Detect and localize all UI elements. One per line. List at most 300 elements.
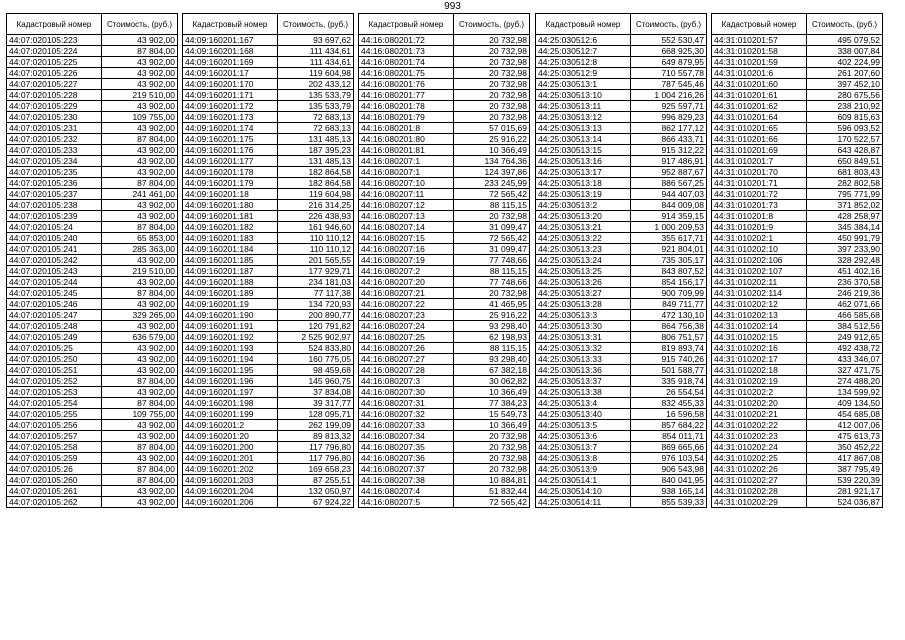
table-row xyxy=(536,398,707,409)
cadastral-number: 44:09:160201:178 xyxy=(183,167,278,178)
table-row xyxy=(7,464,178,475)
table-row xyxy=(183,277,354,288)
table-row xyxy=(536,57,707,68)
cost-value: 524 833,80 xyxy=(278,343,354,354)
cadastral-number: 44:31:010201:66 xyxy=(712,134,807,145)
cost-value: 274 488,20 xyxy=(807,376,883,387)
table-row xyxy=(536,167,707,178)
table-row xyxy=(183,189,354,200)
table-row xyxy=(7,222,178,233)
cadastral-number: 44:25:030513:20 xyxy=(536,211,631,222)
table-header-row xyxy=(183,14,354,35)
table-row xyxy=(712,299,883,310)
table-row xyxy=(712,376,883,387)
table-row xyxy=(359,123,530,134)
cadastral-number: 44:07:020105:242 xyxy=(7,255,102,266)
table-row xyxy=(183,233,354,244)
cadastral-number: 44:25:030513:22 xyxy=(536,233,631,244)
cost-value: 182 864,58 xyxy=(278,167,354,178)
cadastral-number: 44:25:030513:11 xyxy=(536,101,631,112)
cadastral-number: 44:09:160201:20 xyxy=(183,431,278,442)
table-row xyxy=(536,90,707,101)
cadastral-number: 44:07:020105:235 xyxy=(7,167,102,178)
table-row xyxy=(7,475,178,486)
cost-value: 216 314,25 xyxy=(278,200,354,211)
cost-value: 261 207,60 xyxy=(807,68,883,79)
table-row xyxy=(712,387,883,398)
cost-value: 87 255,51 xyxy=(278,475,354,486)
cadastral-number: 44:25:030513:21 xyxy=(536,222,631,233)
table-row xyxy=(183,332,354,343)
cost-value: 160 775,05 xyxy=(278,354,354,365)
cost-value: 72 565,42 xyxy=(454,189,530,200)
cadastral-number: 44:07:020105:250 xyxy=(7,354,102,365)
table-row xyxy=(359,288,530,299)
table-row xyxy=(712,420,883,431)
cadastral-number: 44:07:020105:252 xyxy=(7,376,102,387)
cost-value: 25 916,22 xyxy=(454,134,530,145)
table-row xyxy=(536,376,707,387)
cadastral-number: 44:16:080207:30 xyxy=(359,387,454,398)
table-row xyxy=(7,101,178,112)
table-row xyxy=(183,244,354,255)
cadastral-number: 44:16:080207:31 xyxy=(359,398,454,409)
cost-value: 350 452,22 xyxy=(807,442,883,453)
cost-value: 43 902,00 xyxy=(102,354,178,365)
cost-value: 338 007,84 xyxy=(807,46,883,57)
cost-value: 20 732,98 xyxy=(454,442,530,453)
cost-value: 43 902,00 xyxy=(102,365,178,376)
table-row xyxy=(712,255,883,266)
cadastral-number: 44:25:030512:8 xyxy=(536,57,631,68)
cost-value: 16 596,58 xyxy=(631,409,707,420)
cadastral-number: 44:25:030514:1 xyxy=(536,475,631,486)
cost-value: 397 452,10 xyxy=(807,79,883,90)
cost-value: 72 683,13 xyxy=(278,123,354,134)
cost-value: 450 991,79 xyxy=(807,233,883,244)
cadastral-number: 44:25:030513:28 xyxy=(536,299,631,310)
cadastral-number: 44:16:080201:73 xyxy=(359,46,454,57)
cost-value: 20 732,98 xyxy=(454,101,530,112)
cadastral-number: 44:31:010202:19 xyxy=(712,376,807,387)
table-row xyxy=(7,398,178,409)
table-row xyxy=(7,387,178,398)
cost-value: 43 902,00 xyxy=(102,57,178,68)
table-row xyxy=(7,453,178,464)
cadastral-number: 44:16:080201:79 xyxy=(359,112,454,123)
cadastral-number: 44:09:160201:202 xyxy=(183,464,278,475)
table-row xyxy=(712,222,883,233)
table-row xyxy=(7,35,178,46)
cadastral-number: 44:31:010201:60 xyxy=(712,79,807,90)
table-row xyxy=(183,486,354,497)
table-row xyxy=(536,365,707,376)
table-row xyxy=(712,442,883,453)
table-row xyxy=(183,90,354,101)
table-row xyxy=(359,233,530,244)
cadastral-number: 44:31:010202:21 xyxy=(712,409,807,420)
cost-value: 43 902,00 xyxy=(102,145,178,156)
cadastral-number: 44:31:010201:72 xyxy=(712,189,807,200)
cost-value: 335 918,74 xyxy=(631,376,707,387)
table-row xyxy=(712,365,883,376)
cost-value: 87 804,00 xyxy=(102,178,178,189)
table-row xyxy=(359,497,530,508)
cost-value: 87 804,00 xyxy=(102,398,178,409)
table-row xyxy=(536,332,707,343)
cost-value: 67 924,22 xyxy=(278,497,354,508)
table-row xyxy=(359,79,530,90)
cadastral-number: 44:07:020105:240 xyxy=(7,233,102,244)
cadastral-number: 44:09:160201:174 xyxy=(183,123,278,134)
cost-value: 20 732,98 xyxy=(454,68,530,79)
cost-value: 636 579,00 xyxy=(102,332,178,343)
table-row xyxy=(359,255,530,266)
table-row xyxy=(536,35,707,46)
cost-value: 596 093,52 xyxy=(807,123,883,134)
cadastral-number: 44:31:010202:106 xyxy=(712,255,807,266)
cadastral-number: 44:31:010202:24 xyxy=(712,442,807,453)
cadastral-number: 44:16:080207:23 xyxy=(359,310,454,321)
cadastral-number: 44:16:080207:25 xyxy=(359,332,454,343)
table-row xyxy=(359,189,530,200)
cadastral-number: 44:07:020105:236 xyxy=(7,178,102,189)
table-row xyxy=(536,431,707,442)
cadastral-number: 44:07:020105:258 xyxy=(7,442,102,453)
table-row xyxy=(536,486,707,497)
table-row xyxy=(712,497,883,508)
table-row xyxy=(712,178,883,189)
cadastral-number: 44:16:080207:20 xyxy=(359,277,454,288)
cadastral-number: 44:31:010201:57 xyxy=(712,35,807,46)
table-row xyxy=(359,57,530,68)
cost-value: 20 732,98 xyxy=(454,431,530,442)
cadastral-table-5 xyxy=(711,13,883,508)
table-row xyxy=(712,46,883,57)
cadastral-number: 44:31:010202:18 xyxy=(712,365,807,376)
cadastral-number: 44:16:080207:1 xyxy=(359,167,454,178)
cadastral-number: 44:31:010202:23 xyxy=(712,431,807,442)
cost-value: 241 461,00 xyxy=(102,189,178,200)
table-row xyxy=(7,167,178,178)
table-row xyxy=(359,442,530,453)
cadastral-number: 44:16:080201:77 xyxy=(359,90,454,101)
cost-value: 98 459,68 xyxy=(278,365,354,376)
cadastral-number: 44:25:030513:38 xyxy=(536,387,631,398)
cost-value: 20 732,98 xyxy=(454,90,530,101)
table-row xyxy=(183,123,354,134)
cadastral-number: 44:16:080207:10 xyxy=(359,178,454,189)
table-row xyxy=(536,420,707,431)
cadastral-number: 44:09:160201:177 xyxy=(183,156,278,167)
cost-value: 88 115,15 xyxy=(454,266,530,277)
table-row xyxy=(712,409,883,420)
cost-value: 20 732,98 xyxy=(454,57,530,68)
table-row xyxy=(7,145,178,156)
cadastral-number: 44:25:030512:9 xyxy=(536,68,631,79)
table-row xyxy=(712,486,883,497)
cadastral-number: 44:16:080207:15 xyxy=(359,233,454,244)
cost-value: 996 829,23 xyxy=(631,112,707,123)
cost-value: 145 960,75 xyxy=(278,376,354,387)
cost-value: 43 902,00 xyxy=(102,101,178,112)
cadastral-number: 44:07:020105:241 xyxy=(7,244,102,255)
cadastral-number: 44:07:020105:238 xyxy=(7,200,102,211)
cost-value: 87 804,00 xyxy=(102,134,178,145)
cost-value: 119 604,98 xyxy=(278,68,354,79)
cost-value: 710 557,78 xyxy=(631,68,707,79)
cost-value: 854 156,17 xyxy=(631,277,707,288)
cadastral-number: 44:16:080207:3 xyxy=(359,376,454,387)
cost-value: 77 748,66 xyxy=(454,277,530,288)
header-cost: Стоимость, (руб.) xyxy=(631,14,707,35)
cadastral-number: 44:25:030513:6 xyxy=(536,431,631,442)
table-row xyxy=(536,68,707,79)
cadastral-number: 44:25:030513:17 xyxy=(536,167,631,178)
cost-value: 72 565,42 xyxy=(454,497,530,508)
table-row xyxy=(712,145,883,156)
table-row xyxy=(712,79,883,90)
cadastral-number: 44:31:010202:114 xyxy=(712,288,807,299)
cost-value: 475 613,73 xyxy=(807,431,883,442)
table-row xyxy=(712,321,883,332)
header-cadastral-number: Кадастровый номер xyxy=(183,14,278,35)
table-row xyxy=(183,145,354,156)
table-row xyxy=(712,277,883,288)
cost-value: 397 233,90 xyxy=(807,244,883,255)
cost-value: 857 684,22 xyxy=(631,420,707,431)
cadastral-number: 44:07:020105:228 xyxy=(7,90,102,101)
table-row xyxy=(183,101,354,112)
table-row xyxy=(183,35,354,46)
table-row xyxy=(183,266,354,277)
table-row xyxy=(183,112,354,123)
table-row xyxy=(712,90,883,101)
cadastral-number: 44:31:010202:29 xyxy=(712,497,807,508)
cost-value: 57 015,69 xyxy=(454,123,530,134)
cost-value: 454 685,08 xyxy=(807,409,883,420)
cadastral-number: 44:16:080207:36 xyxy=(359,453,454,464)
cost-value: 462 071,66 xyxy=(807,299,883,310)
cost-value: 806 751,57 xyxy=(631,332,707,343)
table-row xyxy=(359,68,530,79)
cadastral-number: 44:31:010201:8 xyxy=(712,211,807,222)
cost-value: 87 804,00 xyxy=(102,442,178,453)
cost-value: 249 912,65 xyxy=(807,332,883,343)
cadastral-number: 44:09:160201:184 xyxy=(183,244,278,255)
cost-value: 30 062,82 xyxy=(454,376,530,387)
table-row xyxy=(183,211,354,222)
cadastral-number: 44:31:010201:71 xyxy=(712,178,807,189)
cost-value: 650 849,51 xyxy=(807,156,883,167)
cadastral-number: 44:09:160201:199 xyxy=(183,409,278,420)
cost-value: 402 224,99 xyxy=(807,57,883,68)
cost-value: 649 879,95 xyxy=(631,57,707,68)
table-row xyxy=(536,222,707,233)
cadastral-number: 44:25:030513:32 xyxy=(536,343,631,354)
cost-value: 944 407,03 xyxy=(631,189,707,200)
cost-value: 43 902,00 xyxy=(102,123,178,134)
cadastral-number: 44:25:030513:18 xyxy=(536,178,631,189)
cadastral-number: 44:07:020105:232 xyxy=(7,134,102,145)
table-row xyxy=(183,288,354,299)
cadastral-number: 44:16:080207:27 xyxy=(359,354,454,365)
table-row xyxy=(7,299,178,310)
table-row xyxy=(7,123,178,134)
cadastral-number: 44:16:080201:72 xyxy=(359,35,454,46)
table-row xyxy=(536,145,707,156)
cadastral-number: 44:16:080207:12 xyxy=(359,200,454,211)
cadastral-number: 44:31:010202:28 xyxy=(712,486,807,497)
cadastral-number: 44:09:160201:189 xyxy=(183,288,278,299)
table-row xyxy=(536,343,707,354)
cadastral-number: 44:25:030514:11 xyxy=(536,497,631,508)
cadastral-table-1 xyxy=(6,13,178,508)
table-row xyxy=(536,321,707,332)
table-row xyxy=(7,409,178,420)
table-row xyxy=(359,35,530,46)
cost-value: 925 597,71 xyxy=(631,101,707,112)
cadastral-number: 44:16:080207:5 xyxy=(359,497,454,508)
table-row xyxy=(536,178,707,189)
table-row xyxy=(359,475,530,486)
cadastral-number: 44:09:160201:167 xyxy=(183,35,278,46)
cadastral-number: 44:25:030513:31 xyxy=(536,332,631,343)
table-row xyxy=(183,79,354,90)
cadastral-number: 44:31:010201:64 xyxy=(712,112,807,123)
table-row xyxy=(359,354,530,365)
header-cadastral-number: Кадастровый номер xyxy=(359,14,454,35)
table-row xyxy=(359,365,530,376)
cadastral-number: 44:09:160201:187 xyxy=(183,266,278,277)
cadastral-number: 44:25:030512:7 xyxy=(536,46,631,57)
cost-value: 20 732,98 xyxy=(454,453,530,464)
cadastral-number: 44:31:010201:65 xyxy=(712,123,807,134)
table-row xyxy=(7,266,178,277)
cost-value: 110 110,12 xyxy=(278,233,354,244)
cadastral-number: 44:09:160201:201 xyxy=(183,453,278,464)
table-row xyxy=(359,343,530,354)
table-row xyxy=(7,134,178,145)
table-row xyxy=(359,167,530,178)
table-row xyxy=(7,200,178,211)
cost-value: 43 902,00 xyxy=(102,277,178,288)
table-row xyxy=(7,365,178,376)
cost-value: 110 110,12 xyxy=(278,244,354,255)
table-row xyxy=(712,398,883,409)
cost-value: 20 732,98 xyxy=(454,211,530,222)
cadastral-number: 44:16:080207:33 xyxy=(359,420,454,431)
table-header-row xyxy=(712,14,883,35)
cost-value: 109 755,00 xyxy=(102,409,178,420)
cost-value: 134 764,36 xyxy=(454,156,530,167)
cadastral-number: 44:07:020105:234 xyxy=(7,156,102,167)
table-row xyxy=(712,156,883,167)
cadastral-number: 44:09:160201:193 xyxy=(183,343,278,354)
cadastral-number: 44:09:160201:181 xyxy=(183,211,278,222)
cadastral-number: 44:09:160201:206 xyxy=(183,497,278,508)
cost-value: 433 346,07 xyxy=(807,354,883,365)
cost-value: 43 902,00 xyxy=(102,200,178,211)
cost-value: 43 902,00 xyxy=(102,497,178,508)
cost-value: 236 370,58 xyxy=(807,277,883,288)
table-row xyxy=(183,453,354,464)
cadastral-number: 44:25:030513:14 xyxy=(536,134,631,145)
table-row xyxy=(183,420,354,431)
cost-value: 552 530,47 xyxy=(631,35,707,46)
table-row xyxy=(7,321,178,332)
cadastral-number: 44:31:010202:20 xyxy=(712,398,807,409)
cadastral-number: 44:16:080207:38 xyxy=(359,475,454,486)
header-cost: Стоимость, (руб.) xyxy=(102,14,178,35)
cost-value: 93 697,62 xyxy=(278,35,354,46)
cost-value: 117 796,80 xyxy=(278,453,354,464)
cost-value: 866 433,71 xyxy=(631,134,707,145)
table-row xyxy=(712,453,883,464)
cost-value: 20 732,98 xyxy=(454,79,530,90)
cadastral-number: 44:09:160201:198 xyxy=(183,398,278,409)
cost-value: 89 813,32 xyxy=(278,431,354,442)
cadastral-number: 44:07:020105:237 xyxy=(7,189,102,200)
cadastral-number: 44:09:160201:197 xyxy=(183,387,278,398)
table-row xyxy=(712,266,883,277)
cost-value: 187 395,23 xyxy=(278,145,354,156)
table-row xyxy=(183,365,354,376)
cadastral-number: 44:25:030513:7 xyxy=(536,442,631,453)
cadastral-number: 44:25:030513:24 xyxy=(536,255,631,266)
cadastral-number: 44:09:160201:171 xyxy=(183,90,278,101)
table-row xyxy=(712,57,883,68)
table-row xyxy=(712,134,883,145)
cadastral-number: 44:09:160201:203 xyxy=(183,475,278,486)
table-row xyxy=(7,156,178,167)
cadastral-number: 44:16:080207:28 xyxy=(359,365,454,376)
table-row xyxy=(359,299,530,310)
cost-value: 43 902,00 xyxy=(102,255,178,266)
cadastral-number: 44:07:020105:225 xyxy=(7,57,102,68)
cadastral-number: 44:16:080207:2 xyxy=(359,266,454,277)
cost-value: 43 902,00 xyxy=(102,431,178,442)
table-row xyxy=(359,266,530,277)
cost-value: 524 036,87 xyxy=(807,497,883,508)
cadastral-number: 44:07:020105:245 xyxy=(7,288,102,299)
cadastral-number: 44:07:020105:226 xyxy=(7,68,102,79)
cost-value: 233 245,99 xyxy=(454,178,530,189)
cost-value: 329 265,00 xyxy=(102,310,178,321)
cost-value: 43 902,00 xyxy=(102,68,178,79)
page-number: 993 xyxy=(444,1,461,12)
table-row xyxy=(536,475,707,486)
cost-value: 862 177,12 xyxy=(631,123,707,134)
table-row xyxy=(359,90,530,101)
cost-value: 345 384,14 xyxy=(807,222,883,233)
cost-value: 43 902,00 xyxy=(102,156,178,167)
table-row xyxy=(536,299,707,310)
cadastral-number: 44:09:160201:194 xyxy=(183,354,278,365)
table-row xyxy=(712,244,883,255)
table-row xyxy=(536,354,707,365)
cost-value: 914 359,15 xyxy=(631,211,707,222)
cost-value: 1 000 209,53 xyxy=(631,222,707,233)
cadastral-number: 44:09:160201:179 xyxy=(183,178,278,189)
table-row xyxy=(7,189,178,200)
table-row xyxy=(7,310,178,321)
cost-value: 855 539,33 xyxy=(631,497,707,508)
cost-value: 43 902,00 xyxy=(102,343,178,354)
cost-value: 37 834,08 xyxy=(278,387,354,398)
cadastral-number: 44:16:080207:35 xyxy=(359,442,454,453)
cost-value: 72 565,42 xyxy=(454,233,530,244)
